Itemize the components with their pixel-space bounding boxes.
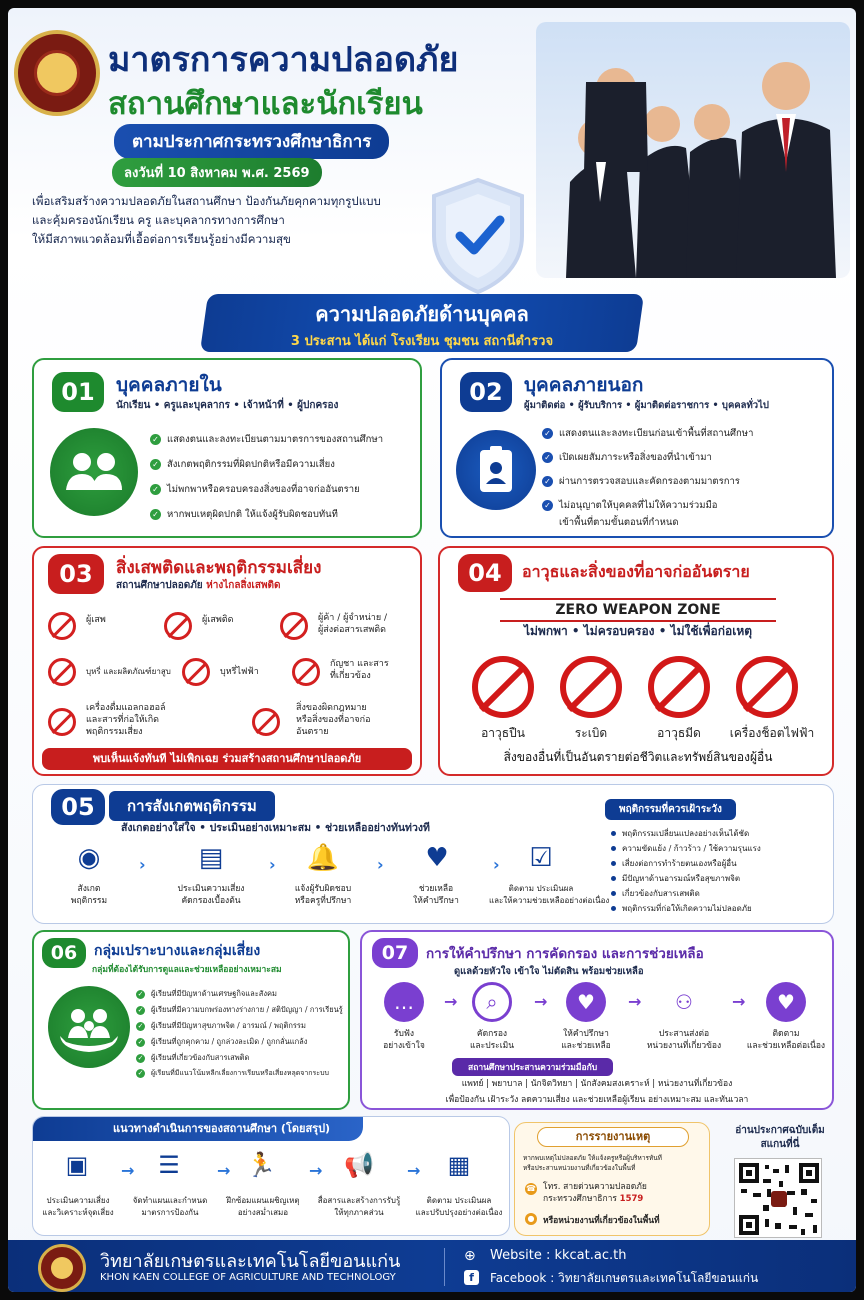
check-icon: ✓ — [150, 484, 161, 495]
college-name-th: วิทยาลัยเกษตรและเทคโนโลยีขอนแก่น — [100, 1251, 401, 1272]
check-icon: ✓ — [137, 1005, 144, 1014]
weapon-label: เครื่องช็อตไฟฟ้า — [729, 726, 815, 740]
prohibited-icon — [252, 708, 280, 736]
section-title: อาวุธและสิ่งของที่อาจก่ออันตราย — [522, 562, 750, 581]
watch-title: พฤติกรรมที่ควรเฝ้าระวัง — [605, 799, 736, 820]
list-item: ✓ ไม่พกพาหรือครอบครองสิ่งของที่อาจก่ออันตราย — [150, 482, 360, 497]
list-item: ✓ ผู้เรียนที่มีปัญหาด้านเศรษฐกิจและสังคม — [137, 989, 277, 998]
section-subtitle: ผู้มาติดต่อ • ผู้รับบริการ • ผู้มาติดต่อราชการ • บุคคลทั่วไป — [524, 400, 769, 411]
weapon-label: ระเบิด — [574, 726, 608, 740]
coop-line2: เพื่อป้องกัน เฝ้าระวัง ลดความเสี่ยง และช่วยเหลือผู้เรียน อย่างเหมาะสม และทันเวลา — [445, 1095, 749, 1105]
title-line2: สถานศึกษาและนักเรียน — [108, 86, 423, 122]
section-number: 06 — [42, 938, 86, 968]
step-label: ติดตาม ประเมินผล และปรับปรุงอย่างต่อเนื่อง — [415, 1196, 503, 1217]
globe-icon: ⊕ — [464, 1248, 476, 1264]
list-item: ✓ หากพบเหตุผิดปกติ ให้แจ้งผู้รับผิดชอบทันที — [150, 507, 338, 522]
arrow-icon: → — [407, 1161, 421, 1180]
step-label: ติดตาม และช่วยเหลือต่อเนื่อง — [746, 1029, 826, 1051]
card-drugs-risk — [32, 546, 422, 776]
arrow-icon: › — [377, 855, 384, 874]
section-title: กลุ่มเปราะบางและกลุ่มเสี่ยง — [94, 943, 261, 959]
hotline-text: โทร. สายด่วนความปลอดภัย กระทรวงศึกษาธิการ 1579 — [543, 1182, 647, 1204]
list-item: ✓ เปิดเผยสัมภาระหรือสิ่งของที่นำเข้ามา — [542, 450, 712, 465]
section-subtitle: สถานศึกษาปลอดภัย ห่างไกลสิ่งเสพติด — [116, 580, 281, 591]
arrow-icon: › — [493, 855, 500, 874]
arrow-icon: → — [534, 992, 548, 1011]
step-label: จัดทำแผนและกำหนด มาตรการป้องกัน — [132, 1196, 208, 1217]
guide-title: แนวทางดำเนินการของสถานศึกษา (โดยสรุป) — [33, 1117, 363, 1141]
checklist-icon: ☑ — [529, 843, 553, 873]
helping-hands-icon: ♥ — [425, 843, 449, 873]
coop-line1: แพทย์ | พยาบาล | นักจิตวิทยา | นักสังคมสงเคราะห์ | หน่วยงานที่เกี่ยวข้อง — [461, 1079, 733, 1089]
phone-icon: ☎ — [526, 1184, 536, 1193]
arrow-icon: → — [732, 992, 746, 1011]
banner-title: ความปลอดภัยด้านบุคคล — [315, 302, 529, 326]
date-pill: ลงวันที่ 10 สิงหาคม พ.ศ. 2569 — [112, 158, 322, 187]
section-number: 01 — [52, 372, 104, 412]
checklist-icon: ☰ — [158, 1151, 180, 1179]
megaphone-icon: 📢 — [344, 1151, 374, 1179]
arrow-icon: → — [217, 1161, 231, 1180]
section-title: การให้คำปรึกษา การคัดกรอง และการช่วยเหลือ — [426, 946, 704, 962]
poster — [8, 8, 856, 1292]
section-subtitle: กลุ่มที่ต้องได้รับการดูแลและช่วยเหลืออย่างเหมาะสม — [92, 965, 282, 975]
section-subtitle: นักเรียน • ครูและบุคลากร • เจ้าหน้าที่ • ผู้ปกครอง — [116, 400, 339, 411]
section-title: การสังเกตพฤติกรรม — [109, 791, 275, 821]
list-item: ✓ ผู้เรียนที่ถูกคุกคาม / ถูกล่วงละเมิด / ถูกกลั่นแกล้ง — [137, 1037, 308, 1046]
running-person-icon: 🏃 — [246, 1151, 276, 1179]
prohibited-icon — [164, 612, 192, 640]
step-label: แจ้งผู้รับผิดชอบ หรือครูที่ปรึกษา — [294, 884, 352, 906]
prohibited-label: บุหรี่ไฟฟ้า — [220, 667, 259, 677]
shield-icon — [426, 176, 530, 296]
prohibited-label: ผู้เสพ — [86, 615, 106, 625]
heart-plus-icon: ♥ — [766, 982, 806, 1022]
step-label: สื่อสารและสร้างการรับรู้ ให้ทุกภาคส่วน — [317, 1196, 401, 1217]
arrow-icon: › — [269, 855, 276, 874]
card-counseling — [360, 930, 834, 1110]
bar-chart-icon: ▦ — [447, 1151, 471, 1179]
list-item: ✓ แสดงตนและลงทะเบียนตามมาตรการของสถานศึกษา — [150, 432, 383, 447]
list-item: ✓ ผู้เรียนที่เกี่ยวข้องกับสารเสพติด — [137, 1053, 250, 1062]
prohibited-icon — [182, 658, 210, 686]
prohibited-icon — [48, 612, 76, 640]
prohibited-label: กัญชา และสาร ที่เกี่ยวข้อง — [330, 659, 389, 681]
footer-logo — [38, 1244, 86, 1292]
list-item: ✓ ผู้เรียนที่มีแนวโน้มหลีกเลี่ยงการเรียนหรือเสี่ยงหลุดจากระบบ — [137, 1068, 329, 1077]
intro-line2: และคุ้มครองนักเรียน ครู และบุคลากรทางการศึกษา — [32, 213, 285, 227]
prohibited-icon — [48, 708, 76, 736]
section-number: 04 — [458, 554, 512, 592]
drugs-footer-banner: พบเห็นแจ้งทันที ไม่เพิกเฉย ร่วมสร้างสถานศึกษาปลอดภัย — [42, 748, 412, 770]
weapon-label: อาวุธมีด — [657, 726, 701, 740]
intro-line3: ให้มีสภาพแวดล้อมที่เอื้อต่อการเรียนรู้อย่างมีความสุข — [32, 232, 291, 246]
family-care-icon — [48, 986, 130, 1068]
check-icon: ✓ — [542, 428, 553, 439]
section-title: บุคคลภายใน — [116, 374, 222, 396]
check-icon: ✓ — [137, 1037, 144, 1046]
list-item: ✓ แสดงตนและลงทะเบียนก่อนเข้าพื้นที่สถานศึกษา — [542, 426, 753, 441]
knife-icon — [648, 656, 710, 718]
section-title: สิ่งเสพติดและพฤติกรรมเสี่ยง — [116, 558, 322, 578]
report-desc: หากพบเหตุไม่ปลอดภัย ให้แจ้งครูหรือผู้บริหารทันที หรือประสานหน่วยงานที่เกี่ยวข้องในพื้นที่ — [523, 1154, 662, 1172]
prohibited-icon — [292, 658, 320, 686]
banner-subtitle: 3 ประสาน ได้แก่ โรงเรียน ชุมชน สถานีตำรวจ — [290, 334, 554, 349]
list-item: ✓ ผ่านการตรวจสอบและคัดกรองตามมาตรการ — [542, 474, 740, 489]
step-label: ประสานส่งต่อ หน่วยงานที่เกี่ยวข้อง — [646, 1029, 722, 1051]
section-number: 05 — [51, 789, 105, 825]
list-item: ✓ ไม่อนุญาตให้บุคคลที่ไม่ให้ความร่วมมือ — [542, 498, 717, 513]
prohibited-icon — [48, 658, 76, 686]
eye-icon: ◉ — [77, 843, 101, 873]
arrow-icon: → — [628, 992, 642, 1011]
card-vulnerable-groups — [32, 930, 350, 1110]
prohibited-label: เครื่องดื่มแอลกอฮอล์ และสารที่ก่อให้เกิด พฤติกรรมเสี่ยง — [86, 703, 166, 737]
check-icon: ✓ — [137, 1053, 144, 1062]
prohibited-label: บุหรี่ และผลิตภัณฑ์ยาสูบ — [86, 667, 171, 676]
step-label: ประเมินความเสี่ยง คัดกรองเบื้องต้น — [177, 884, 245, 906]
coop-title: สถานศึกษาประสานความร่วมมือกับ — [452, 1058, 613, 1076]
weapon-label: อาวุธปืน — [481, 726, 525, 740]
section-number: 02 — [460, 372, 512, 412]
check-icon: ✓ — [137, 1068, 144, 1077]
prohibited-label: ผู้ค้า / ผู้จำหน่าย / ผู้ส่งต่อสารเสพติด — [318, 613, 388, 635]
subtitle-pill: ตามประกาศกระทรวงศึกษาธิการ — [114, 124, 389, 159]
intro-line1: เพื่อเสริมสร้างความปลอดภัยในสถานศึกษา ป้องกันภัยคุกคามทุกรูปแบบ — [32, 194, 381, 208]
watch-item: พฤติกรรมเปลี่ยนแปลงอย่างเห็นได้ชัด — [611, 827, 749, 840]
watch-item: พฤติกรรมที่ก่อให้เกิดความไม่ปลอดภัย — [611, 902, 752, 915]
report-line3: หรือหน่วยงานที่เกี่ยวข้องในพื้นที่ — [543, 1216, 660, 1226]
card-weapons — [438, 546, 834, 776]
watch-box — [603, 793, 825, 917]
list-item: ✓ ผู้เรียนที่มีความบกพร่องทางร่างกาย / สติปัญญา / การเรียนรู้ — [137, 1005, 343, 1014]
staff-photo — [536, 22, 850, 278]
section-title: บุคคลภายนอก — [524, 374, 644, 396]
list-item: ✓ ผู้เรียนที่มีปัญหาสุขภาพจิต / อารมณ์ / พฤติกรรม — [137, 1021, 306, 1030]
check-icon: ✓ — [150, 509, 161, 520]
heart-hands-icon: ♥ — [566, 982, 606, 1022]
card-incident-report — [514, 1122, 710, 1236]
card-external-persons — [440, 358, 834, 538]
chat-icon: … — [384, 982, 424, 1022]
step-label: ฝึกซ้อมแผนเผชิญเหตุ อย่างสม่ำเสมอ — [226, 1196, 300, 1217]
qr-label: อ่านประกาศฉบับเต็ม สแกนที่นี่ — [735, 1125, 825, 1150]
step-label: คัดกรอง และประเมิน — [469, 1029, 515, 1051]
grenade-icon — [560, 656, 622, 718]
prohibited-label: สิ่งของผิดกฎหมาย หรือสิ่งของที่อาจก่อ อันตราย — [296, 703, 371, 737]
magnifier-icon: ⌕ — [472, 982, 512, 1022]
watch-item: เสี่ยงต่อการทำร้ายตนเองหรือผู้อื่น — [611, 857, 737, 870]
section-number: 03 — [48, 554, 104, 594]
card-behavior-observation — [32, 784, 834, 924]
arrow-icon: → — [309, 1161, 323, 1180]
step-label: ติดตาม ประเมินผล และให้ความช่วยเหลืออย่างต่อเนื่อง — [489, 884, 610, 905]
step-label: ช่วยเหลือ ให้คำปรึกษา — [413, 884, 459, 906]
college-logo — [14, 30, 100, 116]
weapons-footer: สิ่งของอื่นที่เป็นอันตรายต่อชีวิตและทรัพย์สินของผู้อื่น — [503, 750, 773, 764]
list-item-continued: เข้าพื้นที่ตามขั้นตอนที่กำหนด — [559, 517, 679, 528]
step-label: ให้คำปรึกษา และช่วยเหลือ — [561, 1029, 611, 1051]
section-number: 07 — [372, 938, 418, 968]
arrow-icon: → — [121, 1161, 135, 1180]
arrow-icon: → — [444, 992, 458, 1011]
gun-icon — [472, 656, 534, 718]
facebook-link[interactable]: Facebook : วิทยาลัยเกษตรและเทคโนโลยีขอนแก่น — [490, 1271, 759, 1285]
check-icon: ✓ — [137, 1021, 144, 1030]
card-internal-persons — [32, 358, 422, 538]
location-icon: ● — [525, 1213, 537, 1225]
bell-icon: 🔔 — [306, 843, 340, 873]
footer-divider — [444, 1248, 445, 1286]
step-label: สังเกต พฤติกรรม — [70, 884, 108, 906]
stun-gun-icon — [736, 656, 798, 718]
website-link[interactable]: Website : kkcat.ac.th — [490, 1248, 627, 1263]
network-icon: ⚇ — [664, 982, 704, 1022]
people-icon — [50, 428, 138, 516]
clipboard-icon: ▤ — [198, 843, 224, 873]
card-guidelines — [32, 1116, 510, 1236]
facebook-icon: f — [464, 1270, 479, 1285]
watch-item: เกี่ยวข้องกับสารเสพติด — [611, 887, 700, 900]
zero-weapon-zone: ZERO WEAPON ZONE — [500, 598, 776, 622]
step-label: รับฟัง อย่างเข้าใจ — [383, 1029, 425, 1051]
report-title: การรายงานเหตุ — [537, 1127, 689, 1147]
id-badge-icon — [456, 430, 536, 510]
prohibited-label: ผู้เสพติด — [202, 615, 234, 625]
zone-subtitle: ไม่พกพา • ไม่ครอบครอง • ไม่ใช้เพื่อก่อเหตุ — [523, 624, 753, 638]
section-subtitle: ดูแลด้วยหัวใจ เข้าใจ ไม่ตัดสิน พร้อมช่วยเหลือ — [454, 966, 644, 977]
title-line1: มาตรการความปลอดภัย — [108, 40, 459, 80]
check-icon: ✓ — [137, 989, 144, 998]
section-subtitle: สังเกตอย่างใส่ใจ • ประเมินอย่างเหมาะสม • ช่วยเหลืออย่างทันท่วงที — [121, 822, 430, 834]
step-label: ประเมินความเสี่ยง และวิเคราะห์จุดเสี่ยง — [42, 1196, 114, 1217]
check-icon: ✓ — [150, 434, 161, 445]
qr-code[interactable] — [734, 1158, 822, 1238]
shield-doc-icon: ▣ — [65, 1151, 89, 1179]
check-icon: ✓ — [542, 500, 553, 511]
prohibited-icon — [280, 612, 308, 640]
college-name-en: KHON KAEN COLLEGE OF AGRICULTURE AND TECHNOLOGY — [100, 1272, 396, 1283]
list-item: ✓ สังเกตพฤติกรรมที่ผิดปกติหรือมีความเสี่ยง — [150, 457, 335, 472]
check-icon: ✓ — [542, 476, 553, 487]
check-icon: ✓ — [150, 459, 161, 470]
arrow-icon: › — [139, 855, 146, 874]
check-icon: ✓ — [542, 452, 553, 463]
watch-item: มีปัญหาด้านอารมณ์หรือสุขภาพจิต — [611, 872, 740, 885]
watch-item: ความขัดแย้ง / ก้าวร้าว / ใช้ความรุนแรง — [611, 842, 761, 855]
